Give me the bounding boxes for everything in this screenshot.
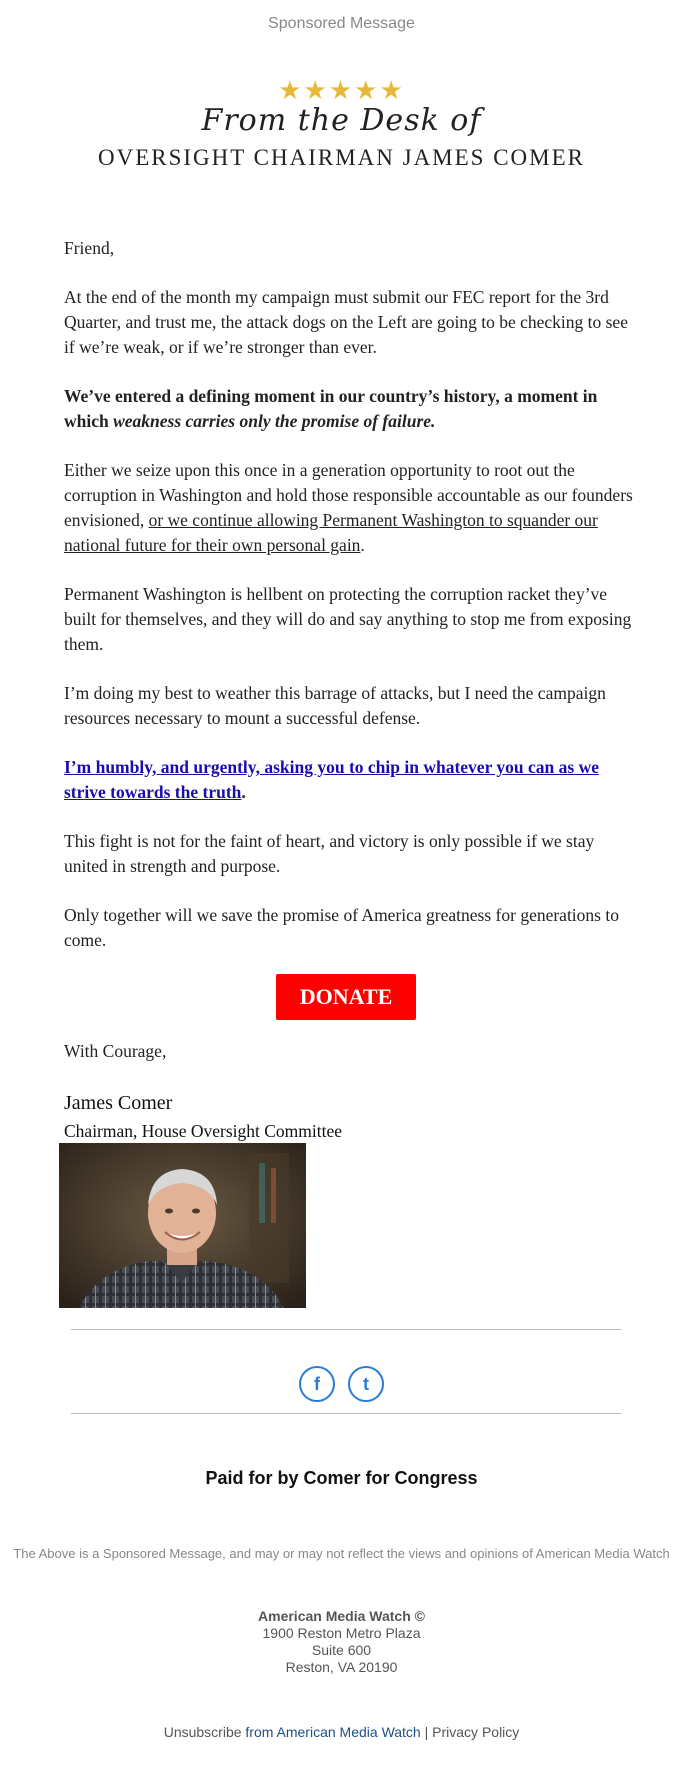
signature-title: Chairman, House Oversight Committee [64, 1121, 343, 1141]
footer-separator: | [420, 1724, 433, 1740]
greeting: Friend, [64, 238, 115, 258]
paragraph-3-plain: Either we seize upon this once in a generation opportunity to root out the corruption in Washington and hold those responsible accountable as our founders envisioned, [64, 460, 633, 530]
disclaimer: The Above is a Sponsored Message, and may or may not reflect the views and opinions of American Media Watch [13, 1546, 670, 1561]
paragraph-3-underline: or we continue allowing Permanent Washington to squander our national future for their own personal gain [64, 510, 598, 555]
paragraph-2-bold: We’ve entered a defining moment in our country’s history, a moment in which [64, 386, 598, 431]
chairman-heading: OVERSIGHT CHAIRMAN JAMES COMER [97, 145, 586, 170]
email-body [64, 236, 634, 977]
paragraph-7: This fight is not for the faint of heart, and victory is only possible if we stay united in strength and purpose. [64, 831, 595, 876]
address-line-2: Suite 600 [311, 1642, 372, 1658]
portrait-photo [59, 1143, 306, 1308]
paragraph-6-end: . [241, 782, 246, 802]
privacy-policy-link[interactable]: Privacy Policy [432, 1724, 520, 1740]
paragraph-2 [64, 384, 634, 434]
from-the-desk-heading: From the Desk of [201, 103, 482, 138]
paragraph-2-italic: weakness carries only the promise of failure. [113, 411, 436, 431]
paragraph-3-end: . [360, 535, 365, 555]
paragraph-4: Permanent Washington is hellbent on protecting the corruption racket they’ve built for themselves, and they will do and say anything to stop me from exposing them. [64, 584, 632, 654]
paragraph-1: At the end of the month my campaign must submit our FEC report for the 3rd Quarter, and trust me, the attack dogs on the Left are going to be checking to see if we’re weak, or if we’re stronger than ever. [64, 287, 628, 357]
address-org: American Media Watch © [258, 1608, 425, 1624]
address-line-3: Reston, VA 20190 [285, 1659, 398, 1675]
paid-for-by: Paid for by Comer for Congress [205, 1468, 478, 1488]
stars-decoration: ★★★★★ [278, 76, 405, 106]
donate-button[interactable]: DONATE [276, 974, 416, 1020]
facebook-icon[interactable]: f [299, 1366, 335, 1402]
paragraph-6 [64, 755, 634, 805]
address-line-1: 1900 Reston Metro Plaza [262, 1625, 421, 1641]
unsubscribe-link[interactable]: Unsubscribe [163, 1724, 246, 1740]
sponsored-label: Sponsored Message [268, 15, 415, 32]
signoff-courage: With Courage, [64, 1041, 167, 1061]
divider-top [71, 1329, 621, 1330]
divider-bottom [71, 1413, 621, 1414]
signature-name: James Comer [64, 1092, 173, 1114]
social-links [0, 1366, 683, 1402]
footer-links [0, 1724, 683, 1740]
paragraph-5: I’m doing my best to weather this barrage of attacks, but I need the campaign resources necessary to mount a successful defense. [64, 683, 606, 728]
paragraph-8: Only together will we save the promise of America greatness for generations to come. [64, 905, 619, 950]
twitter-icon[interactable]: t [348, 1366, 384, 1402]
donate-text-link[interactable]: I’m humbly, and urgently, asking you to chip in whatever you can as we strive towards the truth [64, 757, 599, 802]
mailing-address [0, 1608, 683, 1676]
paragraph-3 [64, 458, 634, 558]
unsubscribe-from-link[interactable]: from American Media Watch [245, 1724, 421, 1740]
